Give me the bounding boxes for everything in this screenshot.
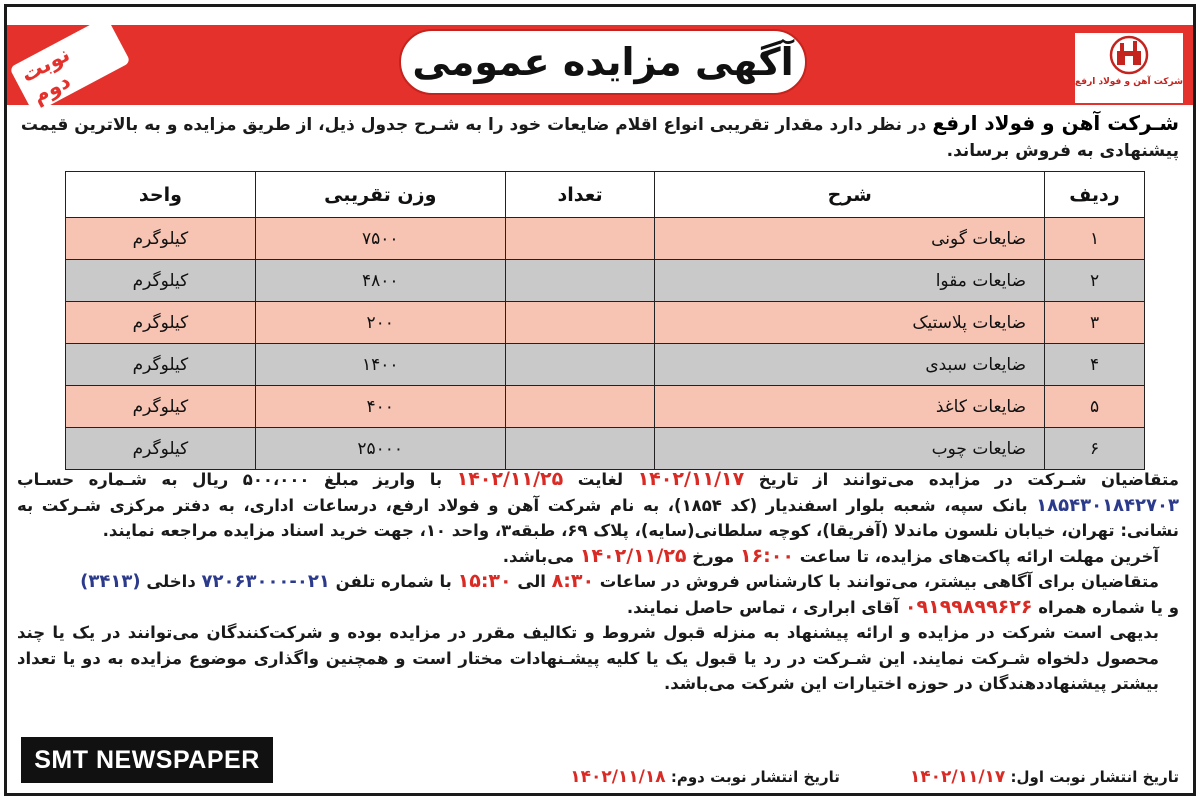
deadline-time: ۱۶:۰۰ [739,544,794,567]
advertisement-frame [4,4,1196,796]
paragraph-contact [17,569,1179,595]
cell-row-number: ۴ [1045,344,1145,386]
start-date: ۱۴۰۲/۱۱/۱۷ [637,468,745,490]
cell-count [505,428,655,470]
cell-count [505,260,655,302]
cell-row-number: ۳ [1045,302,1145,344]
page-title: آگهی مزایده عمومی [412,40,794,84]
cell-unit: کیلوگرم [66,428,256,470]
cell-weight: ۴۸۰۰ [255,260,505,302]
table-row [66,386,1145,428]
factory-logo-icon [1103,33,1155,79]
cell-weight: ۴۰۰ [255,386,505,428]
cell-description: ضایعات مقوا [655,260,1045,302]
end-date: ۱۴۰۲/۱۱/۲۵ [456,468,564,490]
text-span: با واریز مبلغ ۵۰۰،۰۰۰ ریال به شـماره حسـاب [17,470,457,489]
cell-weight: ۷۵۰۰ [255,218,505,260]
paragraph-purchase [17,467,1179,544]
second-publication-label: تاریخ انتشار نوبت دوم: [665,768,840,786]
first-publication-label: تاریخ انتشار نوبت اول: [1005,768,1179,786]
text-span: متقاضیان شـرکت در مزایده می‌توانند از تاریخ [744,470,1179,489]
header-unit: واحد [66,172,256,218]
cell-count [505,218,655,260]
cell-count [505,302,655,344]
cell-unit: کیلوگرم [66,218,256,260]
text-span: مورخ [686,546,740,566]
company-name: شـرکت آهن و فولاد ارفع [932,111,1179,135]
first-publication [910,767,1179,787]
hours-end: ۱۵:۳۰ [457,570,512,592]
title-box [399,29,807,95]
items-table [65,171,1145,470]
cell-row-number: ۶ [1045,428,1145,470]
text-span: آخرین مهلت ارائه پاکت‌های مزایده، تا ساعت [793,546,1159,566]
paragraph-deadline [17,544,1179,570]
text-span: و یا شماره همراه [1032,597,1179,617]
cell-weight: ۲۰۰ [255,302,505,344]
hours-start: ۸:۳۰ [551,570,595,592]
body-text [17,467,1179,697]
cell-description: ضایعات گونی [655,218,1045,260]
cell-count [505,386,655,428]
cell-unit: کیلوگرم [66,386,256,428]
header-count: تعداد [505,172,655,218]
table-header-row [66,172,1145,218]
table-row [66,428,1145,470]
account-number: ۱۸۵۴۳۰۱۸۴۲۷۰۳ [1036,494,1179,516]
cell-row-number: ۱ [1045,218,1145,260]
paragraph-mobile [17,595,1179,621]
header-weight: وزن تقریبی [255,172,505,218]
logo-caption: شرکت آهن و فولاد ارفع [1075,77,1183,87]
paragraph-terms: بدیهی است شرکت در مزایده و ارائه پیشنهاد به منزله قبول شروط و تکالیف مقرر در مزایده بوده و شرکت‌کنندگان می‌توانند در یک یا چند محصول دلخواه شـرکت نمایند. این شـرکت در رد یا قبول یک یا کلیه پیشـنهادات مختار است و همچنین واگذاری موضوع مزایده به دو یا تعداد بیشتر پیشنهاددهندگان در حوزه اختیارات این شرکت می‌باشد. [17,623,1159,693]
second-publication-date: ۱۴۰۲/۱۱/۱۸ [570,767,666,787]
cell-row-number: ۲ [1045,260,1145,302]
first-publication-date: ۱۴۰۲/۱۱/۱۷ [909,767,1006,787]
deadline-date: ۱۴۰۲/۱۱/۲۵ [579,544,687,567]
second-publication [570,767,840,787]
newspaper-watermark [21,737,273,783]
phone-number: ۰۲۱-۷۲۰۶۳۰۰۰ [201,571,330,592]
intro-text: در نظر دارد مقدار تقریبی انواع اقلام ضایعات خود را به شـرح جدول ذیل، از طریق مزایده و به بالاترین قیمت پیشنهادی به فروش برساند. [20,115,1179,161]
header [7,7,1193,109]
cell-weight: ۱۴۰۰ [255,344,505,386]
table-row [66,260,1145,302]
cell-unit: کیلوگرم [66,260,256,302]
cell-count [505,344,655,386]
round-stamp [4,4,137,126]
text-span: لغایت [563,470,638,489]
phone-extension: (۳۴۱۳) [80,571,141,592]
company-logo [1075,33,1183,103]
cell-description: ضایعات پلاستیک [655,302,1045,344]
table-row [66,344,1145,386]
text-span: متقاضیان برای آگاهی بیشتر، می‌توانند با کارشناس فروش در ساعات [594,572,1159,591]
header-description: شرح [655,172,1045,218]
text-span: بانک سپه، شعبه بلوار اسفندیار (کد ۱۸۵۴)، به نام شرکت آهن و فولاد ارفع، درساعات اداری، به دفتر مرکزی شـرکت به نشانی: تهران، خیابان نلسون ماندلا (آفریقا)، کوچه سلطانی(سایه)، پلاک ۶۹، طبقه۳، واحد ۱۰، جهت خرید اسناد مزایده مراجعه نمایند. [17,495,1179,540]
table-row [66,302,1145,344]
text-span: داخلی [140,572,202,591]
cell-description: ضایعات کاغذ [655,386,1045,428]
cell-description: ضایعات چوب [655,428,1045,470]
text-span: آقای ابراری ، تماس حاصل نمایند. [626,597,905,617]
watermark-text: SMT NEWSPAPER [34,745,260,774]
cell-description: ضایعات سبدی [655,344,1045,386]
cell-unit: کیلوگرم [66,302,256,344]
stamp-text: نوبت دوم [9,16,131,114]
table-row [66,218,1145,260]
text-span: می‌باشد. [502,546,580,566]
mobile-number: ۰۹۱۹۹۸۹۹۶۲۶ [904,595,1033,618]
cell-unit: کیلوگرم [66,344,256,386]
text-span: الی [511,572,552,591]
text-span: با شماره تلفن [329,572,458,591]
header-row-number: ردیف [1045,172,1145,218]
cell-row-number: ۵ [1045,386,1145,428]
cell-weight: ۲۵۰۰۰ [255,428,505,470]
intro-paragraph [19,110,1179,164]
